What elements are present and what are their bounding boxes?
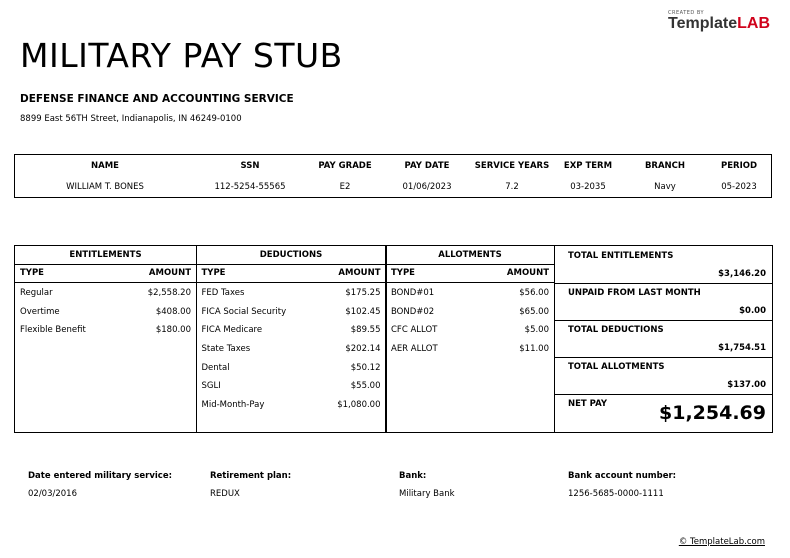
footer-bank bbox=[399, 471, 455, 499]
info-header-ssn: SSN bbox=[240, 161, 260, 171]
allotment-type: BOND#02 bbox=[391, 307, 435, 317]
footer-bank-account bbox=[568, 471, 676, 499]
info-header-pay-date: PAY DATE bbox=[404, 161, 450, 171]
deduction-amount: $102.45 bbox=[345, 307, 381, 317]
total-entitlements-label: TOTAL ENTITLEMENTS bbox=[568, 251, 674, 261]
allotment-type: AER ALLOT bbox=[391, 344, 438, 354]
entitlement-amount: $180.00 bbox=[155, 325, 191, 335]
table-row bbox=[386, 303, 554, 321]
info-header-pay-grade: PAY GRADE bbox=[318, 161, 372, 171]
table-row bbox=[15, 321, 196, 339]
logo-created-by: CREATED BY bbox=[668, 10, 705, 16]
entitlement-amount: $2,558.20 bbox=[147, 288, 191, 298]
info-header-branch: BRANCH bbox=[644, 161, 686, 171]
bank-value: Military Bank bbox=[399, 489, 455, 499]
deduction-type: SGLI bbox=[201, 381, 221, 391]
templatelab-logo bbox=[668, 10, 770, 32]
deduction-type: Dental bbox=[201, 363, 230, 373]
total-deductions-block bbox=[555, 320, 772, 358]
allotment-type: BOND#01 bbox=[391, 288, 435, 298]
table-row bbox=[15, 284, 196, 302]
deduction-amount: $50.12 bbox=[350, 363, 381, 373]
table-row bbox=[197, 359, 386, 377]
deduction-amount: $89.55 bbox=[350, 325, 381, 335]
deductions-amount-header: AMOUNT bbox=[338, 268, 381, 278]
organization-name: DEFENSE FINANCE AND ACCOUNTING SERVICE bbox=[20, 93, 294, 105]
info-value-period: 05-2023 bbox=[721, 182, 757, 192]
allotments-amount-header: AMOUNT bbox=[506, 268, 549, 278]
deduction-type: FED Taxes bbox=[201, 288, 245, 298]
bank-label: Bank: bbox=[399, 471, 427, 481]
deduction-type: State Taxes bbox=[201, 344, 251, 354]
info-header-period: PERIOD bbox=[720, 161, 758, 171]
allotment-amount: $56.00 bbox=[519, 288, 549, 298]
info-value-exp-term: 03-2035 bbox=[570, 182, 606, 192]
unpaid-last-month-value: $0.00 bbox=[739, 306, 766, 316]
table-row bbox=[197, 340, 386, 358]
unpaid-last-month-label: UNPAID FROM LAST MONTH bbox=[568, 288, 701, 298]
deductions-type-header: TYPE bbox=[201, 268, 226, 278]
deduction-amount: $55.00 bbox=[350, 381, 381, 391]
page-title: MILITARY PAY STUB bbox=[20, 36, 343, 75]
entitlements-table bbox=[14, 245, 197, 433]
logo-wordmark bbox=[668, 16, 770, 32]
allotment-amount: $65.00 bbox=[519, 307, 549, 317]
entitlements-amount-header: AMOUNT bbox=[148, 268, 191, 278]
deductions-header-row bbox=[197, 264, 386, 283]
employee-info-box bbox=[14, 154, 772, 198]
info-header-exp-term: EXP TERM bbox=[563, 161, 613, 171]
entitlements-type-header: TYPE bbox=[20, 268, 44, 278]
retirement-plan-value: REDUX bbox=[210, 489, 240, 499]
info-value-service-years: 7.2 bbox=[505, 182, 519, 192]
allotments-header-row bbox=[386, 264, 554, 283]
table-row bbox=[197, 321, 386, 339]
net-pay-block bbox=[555, 394, 772, 432]
total-allotments-label: TOTAL ALLOTMENTS bbox=[568, 362, 665, 372]
table-row bbox=[197, 303, 386, 321]
copyright-link[interactable]: © TemplateLab.com bbox=[678, 537, 765, 547]
info-header-name: NAME bbox=[91, 161, 119, 171]
deduction-type: FICA Medicare bbox=[201, 325, 263, 335]
deduction-type: Mid-Month-Pay bbox=[201, 400, 265, 410]
footer-retirement-plan bbox=[210, 471, 291, 499]
unpaid-last-month-block bbox=[555, 283, 772, 321]
total-deductions-label: TOTAL DEDUCTIONS bbox=[568, 325, 664, 335]
totals-panel bbox=[554, 245, 773, 433]
retirement-plan-label: Retirement plan: bbox=[210, 471, 292, 481]
footer-service-date bbox=[28, 471, 172, 499]
allotment-amount: $5.00 bbox=[524, 325, 549, 335]
service-date-label: Date entered military service: bbox=[28, 471, 172, 481]
table-row bbox=[386, 284, 554, 302]
entitlement-amount: $408.00 bbox=[155, 307, 191, 317]
net-pay-value: $1,254.69 bbox=[659, 402, 766, 424]
info-value-pay-date: 01/06/2023 bbox=[402, 182, 452, 192]
info-value-name: WILLIAM T. BONES bbox=[66, 182, 144, 192]
deductions-title: DEDUCTIONS bbox=[197, 246, 386, 265]
total-allotments-value: $137.00 bbox=[727, 380, 766, 390]
entitlements-title: ENTITLEMENTS bbox=[15, 246, 196, 265]
logo-lab: LAB bbox=[737, 15, 770, 32]
total-deductions-value: $1,754.51 bbox=[718, 343, 766, 353]
total-allotments-block bbox=[555, 357, 772, 395]
bank-account-value: 1256-5685-0000-1111 bbox=[568, 489, 664, 499]
allotment-type: CFC ALLOT bbox=[391, 325, 438, 335]
table-row bbox=[386, 321, 554, 339]
entitlements-header-row bbox=[15, 264, 196, 283]
net-pay-label: NET PAY bbox=[568, 399, 608, 409]
logo-template: Template bbox=[668, 15, 738, 32]
deduction-amount: $202.14 bbox=[345, 344, 381, 354]
service-date-value: 02/03/2016 bbox=[28, 489, 77, 499]
table-row bbox=[386, 340, 554, 358]
info-value-branch: Navy bbox=[654, 182, 676, 192]
total-entitlements-value: $3,146.20 bbox=[718, 269, 766, 279]
allotments-title: ALLOTMENTS bbox=[386, 246, 554, 265]
info-value-pay-grade: E2 bbox=[339, 182, 351, 192]
table-row bbox=[197, 284, 386, 302]
info-header-service-years: SERVICE YEARS bbox=[474, 161, 550, 171]
deductions-table bbox=[196, 245, 387, 433]
deduction-amount: $1,080.00 bbox=[337, 400, 381, 410]
bank-account-label: Bank account number: bbox=[568, 471, 677, 481]
organization-address: 8899 East 56TH Street, Indianapolis, IN 46249-0100 bbox=[20, 114, 242, 124]
deduction-amount: $175.25 bbox=[345, 288, 381, 298]
info-value-ssn: 112-5254-55565 bbox=[214, 182, 286, 192]
total-entitlements-block bbox=[555, 246, 772, 284]
allotments-type-header: TYPE bbox=[391, 268, 415, 278]
table-row bbox=[197, 396, 386, 414]
entitlement-type: Flexible Benefit bbox=[20, 325, 86, 335]
allotment-amount: $11.00 bbox=[519, 344, 549, 354]
table-row bbox=[15, 303, 196, 321]
entitlement-type: Regular bbox=[20, 288, 53, 298]
deduction-type: FICA Social Security bbox=[201, 307, 287, 317]
entitlement-type: Overtime bbox=[20, 307, 60, 317]
allotments-table bbox=[385, 245, 555, 433]
table-row bbox=[197, 377, 386, 395]
